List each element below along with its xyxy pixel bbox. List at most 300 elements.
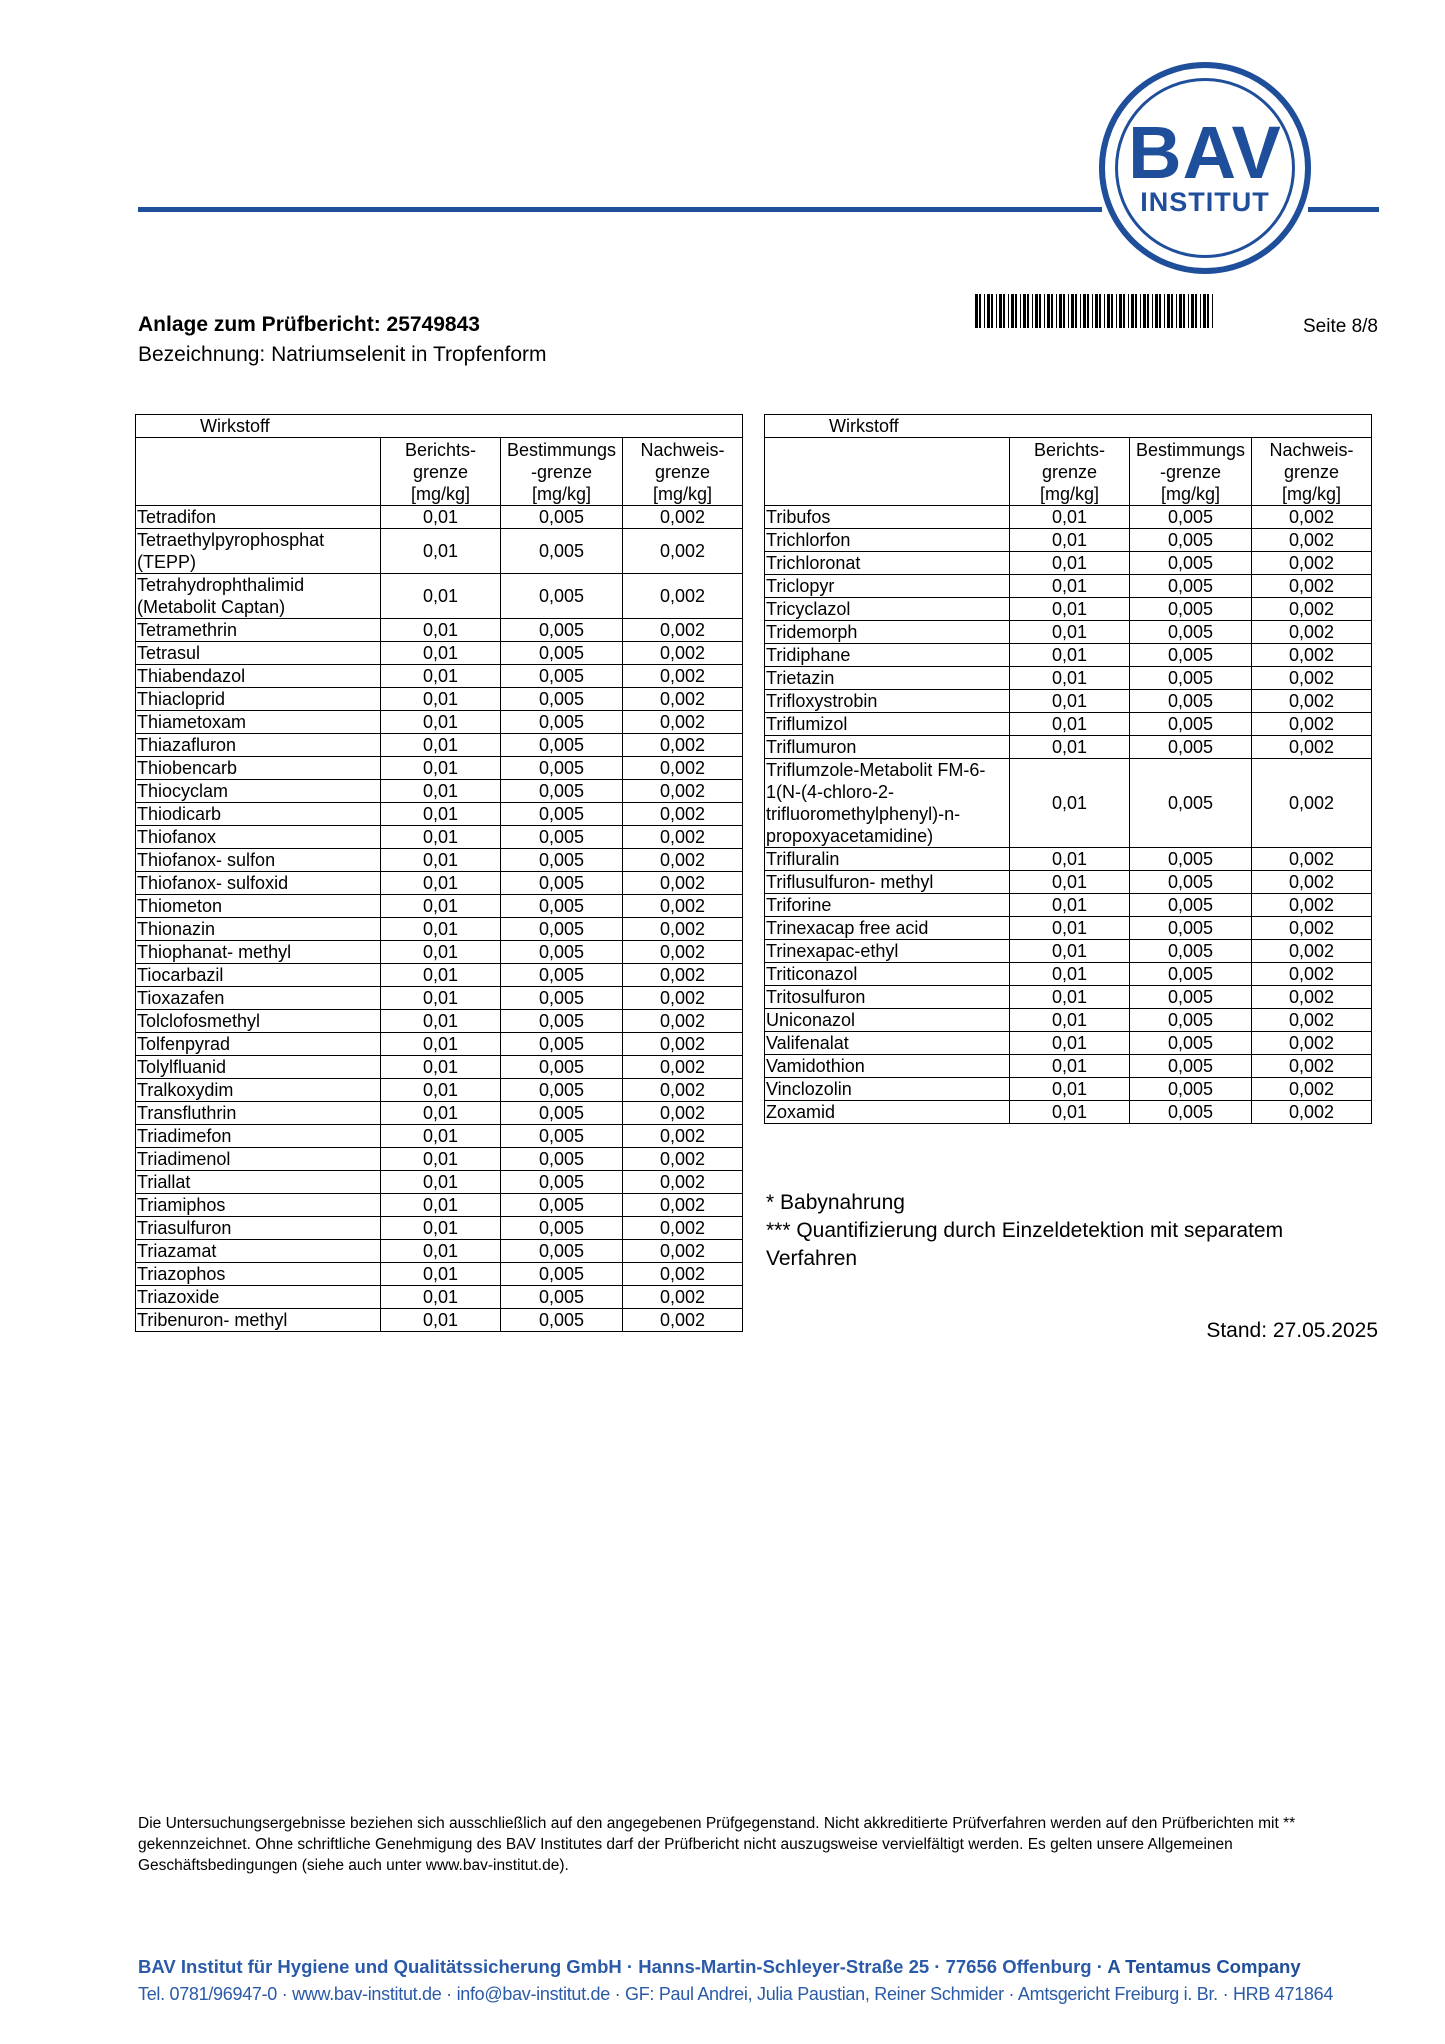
berichtsgrenze-cell: 0,01	[1010, 848, 1130, 871]
substance-name-cell: Triticonazol	[765, 963, 1010, 986]
berichtsgrenze-cell: 0,01	[381, 918, 501, 941]
footnote-babynahrung: * Babynahrung	[766, 1191, 905, 1214]
berichtsgrenze-cell: 0,01	[1010, 713, 1130, 736]
bestimmungsgrenze-cell: 0,005	[501, 734, 623, 757]
nachweisgrenze-cell: 0,002	[1252, 506, 1372, 529]
substance-name-cell: Thiofanox- sulfon	[136, 849, 381, 872]
table-row	[136, 642, 743, 665]
bestimmungsgrenze-cell: 0,005	[1130, 690, 1252, 713]
substance-name-cell: Tribenuron- methyl	[136, 1309, 381, 1332]
berichtsgrenze-cell: 0,01	[381, 826, 501, 849]
table-row	[765, 667, 1372, 690]
berichtsgrenze-cell: 0,01	[381, 1240, 501, 1263]
bestimmungsgrenze-cell: 0,005	[501, 1125, 623, 1148]
nachweisgrenze-cell: 0,002	[1252, 1009, 1372, 1032]
bestimmungsgrenze-cell: 0,005	[501, 803, 623, 826]
berichtsgrenze-cell: 0,01	[381, 1125, 501, 1148]
column-header-bestimmungsgrenze: Bestimmungs -grenze [mg/kg]	[1130, 438, 1252, 506]
bestimmungsgrenze-cell: 0,005	[501, 757, 623, 780]
nachweisgrenze-cell: 0,002	[623, 529, 743, 574]
berichtsgrenze-cell: 0,01	[1010, 621, 1130, 644]
substance-name-cell: Triflusulfuron- methyl	[765, 871, 1010, 894]
table-row	[136, 506, 743, 529]
table-row	[136, 803, 743, 826]
bestimmungsgrenze-cell: 0,005	[501, 895, 623, 918]
table-row	[765, 690, 1372, 713]
column-header-berichtsgrenze: Berichts- grenze [mg/kg]	[381, 438, 501, 506]
substance-name-cell: Thiometon	[136, 895, 381, 918]
berichtsgrenze-cell: 0,01	[381, 1079, 501, 1102]
table-row	[136, 711, 743, 734]
footnote-quantifizierung: *** Quantifizierung durch Einzeldetektion mit separatem Verfahren	[766, 1219, 1284, 1270]
table-row	[765, 621, 1372, 644]
footer-address: BAV Institut für Hygiene und Qualitätssicherung GmbH · Hanns-Martin-Schleyer-Straße 25 · 77656 Offenburg ·	[138, 1956, 1108, 1977]
nachweisgrenze-cell: 0,002	[623, 1056, 743, 1079]
table-row	[765, 529, 1372, 552]
table-row	[136, 826, 743, 849]
berichtsgrenze-cell: 0,01	[1010, 1078, 1130, 1101]
nachweisgrenze-cell: 0,002	[623, 619, 743, 642]
nachweisgrenze-cell: 0,002	[1252, 1055, 1372, 1078]
nachweisgrenze-cell: 0,002	[623, 1171, 743, 1194]
bestimmungsgrenze-cell: 0,005	[501, 642, 623, 665]
substance-name-cell: Tetramethrin	[136, 619, 381, 642]
substance-name-cell: Triadimenol	[136, 1148, 381, 1171]
bestimmungsgrenze-cell: 0,005	[501, 529, 623, 574]
bestimmungsgrenze-cell: 0,005	[1130, 736, 1252, 759]
table-row	[765, 848, 1372, 871]
nachweisgrenze-cell: 0,002	[623, 642, 743, 665]
substance-name-cell: Triflumizol	[765, 713, 1010, 736]
bestimmungsgrenze-cell: 0,005	[501, 872, 623, 895]
berichtsgrenze-cell: 0,01	[381, 1309, 501, 1332]
nachweisgrenze-cell: 0,002	[623, 895, 743, 918]
berichtsgrenze-cell: 0,01	[381, 1286, 501, 1309]
berichtsgrenze-cell: 0,01	[381, 711, 501, 734]
substance-name-cell: Thiofanox	[136, 826, 381, 849]
substance-name-cell: Tolfenpyrad	[136, 1033, 381, 1056]
substance-name-cell: Tetraethylpyrophosphat (TEPP)	[136, 529, 381, 574]
berichtsgrenze-cell: 0,01	[381, 1148, 501, 1171]
substance-name-cell: Thiocyclam	[136, 780, 381, 803]
berichtsgrenze-cell: 0,01	[1010, 963, 1130, 986]
table-row	[136, 574, 743, 619]
nachweisgrenze-cell: 0,002	[1252, 759, 1372, 848]
logo-text-institut: INSTITUT	[1140, 187, 1270, 217]
bestimmungsgrenze-cell: 0,005	[501, 619, 623, 642]
table-row	[765, 894, 1372, 917]
bestimmungsgrenze-cell: 0,005	[1130, 506, 1252, 529]
bestimmungsgrenze-cell: 0,005	[501, 574, 623, 619]
nachweisgrenze-cell: 0,002	[623, 757, 743, 780]
bestimmungsgrenze-cell: 0,005	[501, 688, 623, 711]
nachweisgrenze-cell: 0,002	[623, 1217, 743, 1240]
nachweisgrenze-cell: 0,002	[623, 711, 743, 734]
nachweisgrenze-cell: 0,002	[1252, 736, 1372, 759]
nachweisgrenze-cell: 0,002	[623, 918, 743, 941]
table-row	[765, 506, 1372, 529]
berichtsgrenze-cell: 0,01	[381, 872, 501, 895]
header-rule-right	[1308, 207, 1379, 212]
nachweisgrenze-cell: 0,002	[1252, 917, 1372, 940]
berichtsgrenze-cell: 0,01	[381, 642, 501, 665]
table-row	[765, 552, 1372, 575]
bestimmungsgrenze-cell: 0,005	[1130, 848, 1252, 871]
nachweisgrenze-cell: 0,002	[623, 1263, 743, 1286]
berichtsgrenze-cell: 0,01	[1010, 986, 1130, 1009]
nachweisgrenze-cell: 0,002	[1252, 1078, 1372, 1101]
table-body-left	[136, 506, 743, 1332]
bestimmungsgrenze-cell: 0,005	[1130, 963, 1252, 986]
table-row	[136, 1125, 743, 1148]
nachweisgrenze-cell: 0,002	[623, 1010, 743, 1033]
berichtsgrenze-cell: 0,01	[1010, 894, 1130, 917]
table-row	[136, 849, 743, 872]
bestimmungsgrenze-cell: 0,005	[1130, 575, 1252, 598]
report-title: Anlage zum Prüfbericht: 25749843	[138, 313, 480, 336]
nachweisgrenze-cell: 0,002	[623, 1309, 743, 1332]
bestimmungsgrenze-cell: 0,005	[501, 964, 623, 987]
table-row	[136, 1217, 743, 1240]
table-row	[136, 780, 743, 803]
table-row	[765, 1101, 1372, 1124]
stand-date: Stand: 27.05.2025	[1206, 1319, 1378, 1342]
nachweisgrenze-cell: 0,002	[1252, 690, 1372, 713]
table-title-row	[765, 415, 1372, 438]
substance-name-cell: Trichloronat	[765, 552, 1010, 575]
bestimmungsgrenze-cell: 0,005	[1130, 529, 1252, 552]
substance-name-cell: Trinexapac-ethyl	[765, 940, 1010, 963]
nachweisgrenze-cell: 0,002	[623, 1102, 743, 1125]
substance-name-cell: Tetrasul	[136, 642, 381, 665]
table-row	[765, 644, 1372, 667]
substance-name-cell: Triasulfuron	[136, 1217, 381, 1240]
substance-name-cell: Thiofanox- sulfoxid	[136, 872, 381, 895]
nachweisgrenze-cell: 0,002	[623, 1148, 743, 1171]
berichtsgrenze-cell: 0,01	[381, 734, 501, 757]
nachweisgrenze-cell: 0,002	[1252, 713, 1372, 736]
substance-name-cell: Triallat	[136, 1171, 381, 1194]
substance-name-cell: Transfluthrin	[136, 1102, 381, 1125]
barcode-icon	[975, 294, 1218, 328]
substance-name-cell: Trinexacap free acid	[765, 917, 1010, 940]
table-row	[765, 940, 1372, 963]
bestimmungsgrenze-cell: 0,005	[501, 1056, 623, 1079]
nachweisgrenze-cell: 0,002	[1252, 621, 1372, 644]
substance-name-cell: Trichlorfon	[765, 529, 1010, 552]
berichtsgrenze-cell: 0,01	[381, 1263, 501, 1286]
substance-name-cell: Tetradifon	[136, 506, 381, 529]
substance-name-cell: Tralkoxydim	[136, 1079, 381, 1102]
substance-name-cell: Tritosulfuron	[765, 986, 1010, 1009]
berichtsgrenze-cell: 0,01	[381, 987, 501, 1010]
berichtsgrenze-cell: 0,01	[381, 1102, 501, 1125]
table-row	[136, 987, 743, 1010]
bestimmungsgrenze-cell: 0,005	[501, 711, 623, 734]
berichtsgrenze-cell: 0,01	[1010, 575, 1130, 598]
substance-name-cell: Triclopyr	[765, 575, 1010, 598]
substance-name-cell: Triazophos	[136, 1263, 381, 1286]
nachweisgrenze-cell: 0,002	[623, 849, 743, 872]
bestimmungsgrenze-cell: 0,005	[501, 1194, 623, 1217]
bestimmungsgrenze-cell: 0,005	[1130, 713, 1252, 736]
berichtsgrenze-cell: 0,01	[381, 757, 501, 780]
nachweisgrenze-cell: 0,002	[623, 987, 743, 1010]
nachweisgrenze-cell: 0,002	[623, 506, 743, 529]
bestimmungsgrenze-cell: 0,005	[1130, 598, 1252, 621]
column-header-bestimmungsgrenze: Bestimmungs -grenze [mg/kg]	[501, 438, 623, 506]
nachweisgrenze-cell: 0,002	[1252, 667, 1372, 690]
footer-contact-line: Tel. 0781/96947-0 · www.bav-institut.de · info@bav-institut.de · GF: Paul Andrei, Julia Paustian, Reiner Schmider · Amtsgericht Freiburg i. Br. · HRB 471864	[138, 1984, 1334, 2004]
table-row	[136, 619, 743, 642]
disclaimer-text: Die Untersuchungsergebnisse beziehen sich ausschließlich auf den angegebenen Prüfgegenstand. Nicht akkreditierte Prüfverfahren werden auf den Prüfberichten mit ** gekennzeichnet. Ohne schriftliche Genehmigung des BAV Institutes darf der Prüfbericht nicht auszugsweise vervielfältigt werden. Es gelten unsere Allgemeinen Geschäftsbedingungen (siehe auch unter www.bav-institut.de).	[138, 1815, 1296, 1874]
table-row	[765, 1078, 1372, 1101]
bestimmungsgrenze-cell: 0,005	[1130, 917, 1252, 940]
bestimmungsgrenze-cell: 0,005	[501, 1217, 623, 1240]
table-row	[765, 917, 1372, 940]
nachweisgrenze-cell: 0,002	[623, 688, 743, 711]
substance-name-cell: Thiacloprid	[136, 688, 381, 711]
bestimmungsgrenze-cell: 0,005	[501, 1309, 623, 1332]
table-row	[136, 1171, 743, 1194]
berichtsgrenze-cell: 0,01	[1010, 940, 1130, 963]
berichtsgrenze-cell: 0,01	[1010, 690, 1130, 713]
substance-name-cell: Tioxazafen	[136, 987, 381, 1010]
nachweisgrenze-cell: 0,002	[623, 941, 743, 964]
column-header-berichtsgrenze: Berichts- grenze [mg/kg]	[1010, 438, 1130, 506]
nachweisgrenze-cell: 0,002	[1252, 871, 1372, 894]
nachweisgrenze-cell: 0,002	[623, 1240, 743, 1263]
table-header-row	[765, 438, 1372, 506]
substance-name-cell: Triamiphos	[136, 1194, 381, 1217]
nachweisgrenze-cell: 0,002	[623, 1194, 743, 1217]
berichtsgrenze-cell: 0,01	[381, 780, 501, 803]
bestimmungsgrenze-cell: 0,005	[1130, 667, 1252, 690]
table-row	[136, 1056, 743, 1079]
berichtsgrenze-cell: 0,01	[1010, 1101, 1130, 1124]
berichtsgrenze-cell: 0,01	[381, 1033, 501, 1056]
nachweisgrenze-cell: 0,002	[623, 574, 743, 619]
table-row	[136, 1240, 743, 1263]
berichtsgrenze-cell: 0,01	[1010, 552, 1130, 575]
header-rule-left	[138, 207, 1102, 212]
bestimmungsgrenze-cell: 0,005	[501, 1263, 623, 1286]
nachweisgrenze-cell: 0,002	[623, 1286, 743, 1309]
nachweisgrenze-cell: 0,002	[1252, 1101, 1372, 1124]
bestimmungsgrenze-cell: 0,005	[1130, 644, 1252, 667]
bestimmungsgrenze-cell: 0,005	[501, 665, 623, 688]
bestimmungsgrenze-cell: 0,005	[501, 1033, 623, 1056]
table-row	[765, 963, 1372, 986]
substance-name-cell: Uniconazol	[765, 1009, 1010, 1032]
berichtsgrenze-cell: 0,01	[1010, 759, 1130, 848]
table-row	[765, 986, 1372, 1009]
column-header-wirkstoff: Wirkstoff	[136, 415, 743, 438]
bestimmungsgrenze-cell: 0,005	[1130, 1032, 1252, 1055]
substance-name-cell: Tiocarbazil	[136, 964, 381, 987]
nachweisgrenze-cell: 0,002	[623, 872, 743, 895]
berichtsgrenze-cell: 0,01	[1010, 667, 1130, 690]
berichtsgrenze-cell: 0,01	[1010, 1032, 1130, 1055]
substance-name-cell: Triadimefon	[136, 1125, 381, 1148]
nachweisgrenze-cell: 0,002	[1252, 598, 1372, 621]
table-body-right	[765, 506, 1372, 1124]
table-row	[136, 964, 743, 987]
bestimmungsgrenze-cell: 0,005	[501, 780, 623, 803]
substance-name-cell: Tolclofosmethyl	[136, 1010, 381, 1033]
table-row	[136, 872, 743, 895]
nachweisgrenze-cell: 0,002	[623, 826, 743, 849]
nachweisgrenze-cell: 0,002	[1252, 963, 1372, 986]
berichtsgrenze-cell: 0,01	[1010, 736, 1130, 759]
berichtsgrenze-cell: 0,01	[381, 665, 501, 688]
nachweisgrenze-cell: 0,002	[623, 665, 743, 688]
nachweisgrenze-cell: 0,002	[623, 964, 743, 987]
footer-company-line	[138, 1956, 1301, 1978]
bestimmungsgrenze-cell: 0,005	[1130, 986, 1252, 1009]
substance-name-cell: Triazamat	[136, 1240, 381, 1263]
substance-name-cell: Thiophanat- methyl	[136, 941, 381, 964]
berichtsgrenze-cell: 0,01	[381, 1171, 501, 1194]
footnotes	[766, 1189, 1326, 1273]
nachweisgrenze-cell: 0,002	[1252, 894, 1372, 917]
substance-name-cell: Thiazafluron	[136, 734, 381, 757]
berichtsgrenze-cell: 0,01	[381, 964, 501, 987]
table-row	[136, 1286, 743, 1309]
table-row	[765, 713, 1372, 736]
nachweisgrenze-cell: 0,002	[623, 1033, 743, 1056]
substance-name-cell: Thionazin	[136, 918, 381, 941]
nachweisgrenze-cell: 0,002	[623, 803, 743, 826]
table-row	[136, 1263, 743, 1286]
berichtsgrenze-cell: 0,01	[381, 574, 501, 619]
nachweisgrenze-cell: 0,002	[623, 1079, 743, 1102]
bestimmungsgrenze-cell: 0,005	[501, 1148, 623, 1171]
nachweisgrenze-cell: 0,002	[1252, 848, 1372, 871]
bestimmungsgrenze-cell: 0,005	[1130, 1078, 1252, 1101]
bestimmungsgrenze-cell: 0,005	[501, 941, 623, 964]
berichtsgrenze-cell: 0,01	[381, 1056, 501, 1079]
nachweisgrenze-cell: 0,002	[1252, 529, 1372, 552]
substance-name-cell: Thiodicarb	[136, 803, 381, 826]
substance-name-cell: Thiabendazol	[136, 665, 381, 688]
substance-name-cell: Tetrahydrophthalimid (Metabolit Captan)	[136, 574, 381, 619]
table-row	[136, 918, 743, 941]
column-header-nachweisgrenze: Nachweis- grenze [mg/kg]	[623, 438, 743, 506]
berichtsgrenze-cell: 0,01	[381, 1194, 501, 1217]
table-row	[136, 1194, 743, 1217]
table-row	[765, 871, 1372, 894]
substance-name-cell: Tricyclazol	[765, 598, 1010, 621]
table-row	[136, 688, 743, 711]
table-row	[136, 1033, 743, 1056]
berichtsgrenze-cell: 0,01	[1010, 871, 1130, 894]
bestimmungsgrenze-cell: 0,005	[501, 1079, 623, 1102]
berichtsgrenze-cell: 0,01	[1010, 529, 1130, 552]
page-number: Seite 8/8	[1303, 316, 1378, 337]
berichtsgrenze-cell: 0,01	[381, 619, 501, 642]
bestimmungsgrenze-cell: 0,005	[1130, 940, 1252, 963]
substances-table-left	[135, 414, 743, 1332]
table-row	[136, 1010, 743, 1033]
nachweisgrenze-cell: 0,002	[1252, 644, 1372, 667]
substance-name-cell: Thiametoxam	[136, 711, 381, 734]
substance-name-cell: Tridemorph	[765, 621, 1010, 644]
bestimmungsgrenze-cell: 0,005	[1130, 871, 1252, 894]
nachweisgrenze-cell: 0,002	[1252, 1032, 1372, 1055]
substance-name-cell: Triflumuron	[765, 736, 1010, 759]
nachweisgrenze-cell: 0,002	[623, 1125, 743, 1148]
berichtsgrenze-cell: 0,01	[381, 895, 501, 918]
bestimmungsgrenze-cell: 0,005	[501, 506, 623, 529]
nachweisgrenze-cell: 0,002	[1252, 575, 1372, 598]
table-header-row	[136, 438, 743, 506]
berichtsgrenze-cell: 0,01	[381, 506, 501, 529]
table-row	[136, 734, 743, 757]
table-row	[136, 1102, 743, 1125]
column-header-nachweisgrenze: Nachweis- grenze [mg/kg]	[1252, 438, 1372, 506]
substance-name-cell: Zoxamid	[765, 1101, 1010, 1124]
berichtsgrenze-cell: 0,01	[381, 1217, 501, 1240]
substance-name-cell: Trietazin	[765, 667, 1010, 690]
bestimmungsgrenze-cell: 0,005	[501, 1286, 623, 1309]
substance-name-cell: Vamidothion	[765, 1055, 1010, 1078]
bestimmungsgrenze-cell: 0,005	[501, 826, 623, 849]
table-row	[765, 1055, 1372, 1078]
table-row	[765, 1032, 1372, 1055]
column-header-name	[765, 438, 1010, 506]
column-header-wirkstoff: Wirkstoff	[765, 415, 1372, 438]
berichtsgrenze-cell: 0,01	[381, 849, 501, 872]
berichtsgrenze-cell: 0,01	[1010, 506, 1130, 529]
substance-name-cell: Triazoxide	[136, 1286, 381, 1309]
berichtsgrenze-cell: 0,01	[381, 688, 501, 711]
berichtsgrenze-cell: 0,01	[1010, 598, 1130, 621]
table-row	[136, 757, 743, 780]
bestimmungsgrenze-cell: 0,005	[1130, 621, 1252, 644]
bav-institut-logo	[1099, 62, 1311, 274]
table-row	[765, 759, 1372, 848]
substance-name-cell: Tolylfluanid	[136, 1056, 381, 1079]
table-row	[765, 575, 1372, 598]
bestimmungsgrenze-cell: 0,005	[501, 1240, 623, 1263]
substance-name-cell: Valifenalat	[765, 1032, 1010, 1055]
berichtsgrenze-cell: 0,01	[381, 529, 501, 574]
bestimmungsgrenze-cell: 0,005	[1130, 1101, 1252, 1124]
berichtsgrenze-cell: 0,01	[1010, 917, 1130, 940]
table-row	[765, 1009, 1372, 1032]
table-row	[136, 1309, 743, 1332]
bestimmungsgrenze-cell: 0,005	[501, 849, 623, 872]
berichtsgrenze-cell: 0,01	[1010, 644, 1130, 667]
table-row	[136, 1079, 743, 1102]
table-row	[765, 598, 1372, 621]
substance-name-cell: Trifloxystrobin	[765, 690, 1010, 713]
berichtsgrenze-cell: 0,01	[381, 1010, 501, 1033]
bestimmungsgrenze-cell: 0,005	[501, 987, 623, 1010]
berichtsgrenze-cell: 0,01	[1010, 1055, 1130, 1078]
bestimmungsgrenze-cell: 0,005	[501, 1171, 623, 1194]
nachweisgrenze-cell: 0,002	[623, 780, 743, 803]
bestimmungsgrenze-cell: 0,005	[501, 1102, 623, 1125]
substance-name-cell: Triforine	[765, 894, 1010, 917]
bestimmungsgrenze-cell: 0,005	[1130, 1009, 1252, 1032]
nachweisgrenze-cell: 0,002	[1252, 552, 1372, 575]
berichtsgrenze-cell: 0,01	[381, 803, 501, 826]
substances-table-right	[764, 414, 1372, 1124]
column-header-name	[136, 438, 381, 506]
substance-name-cell: Tridiphane	[765, 644, 1010, 667]
